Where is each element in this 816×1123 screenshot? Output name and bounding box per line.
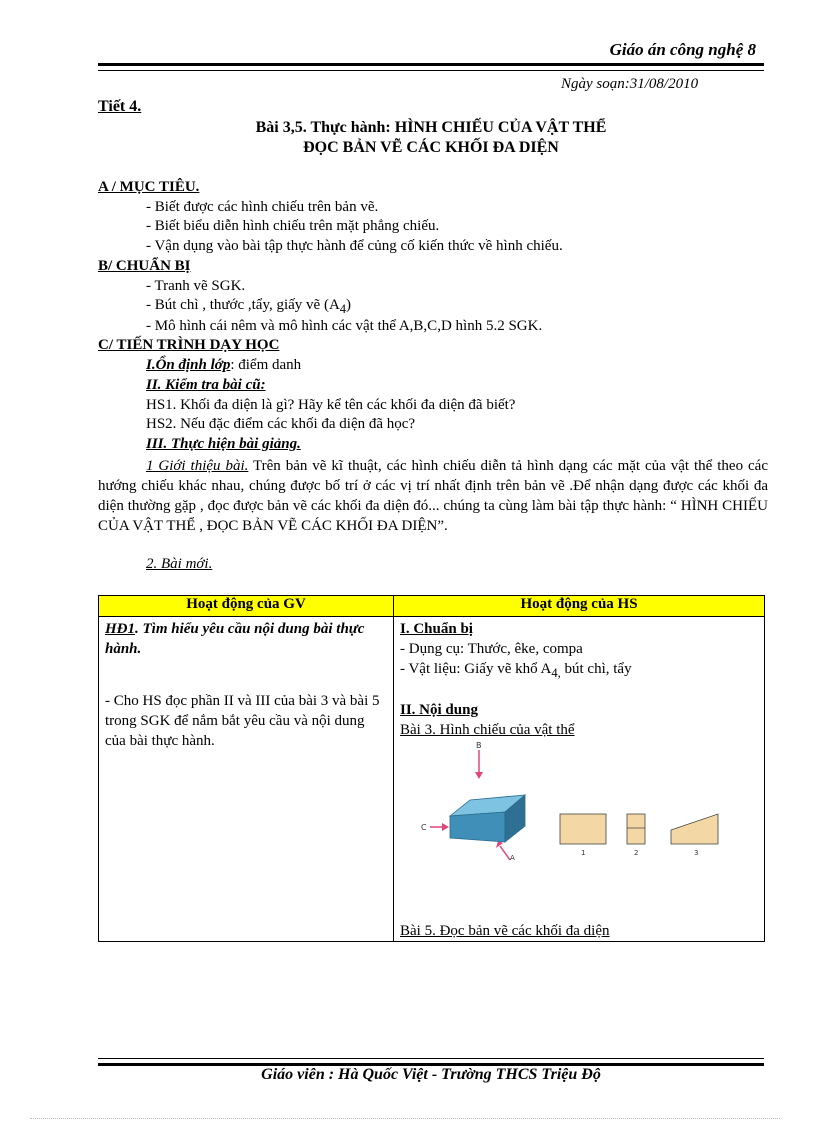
arrow-b-head (475, 772, 483, 779)
hd1-heading (105, 619, 387, 659)
label-1: 1 (581, 849, 586, 857)
prep-item: - Mô hình cái nêm và mô hình các vật thể A,B,C,D hình 5.2 SGK. (146, 318, 543, 334)
intro-text: Trên bản vẽ kĩ thuật, các hình chiếu diễn tả hình dạng các mặt của vật thể theo các hướng chiếu khác nhau, chúng được bố trí ở các vị trí nhất định trên bản vẽ .Để nhận dạng được các khối đa diện thường gặp , đọc được bản vẽ các khối đa diện đó... chúng ta cùng làm bài tập thực hành: “ HÌNH CHIẾU CỦA VẬT THỂ , ĐỌC BẢN VẼ CÁC KHỐI ĐA DIỆN”. (98, 458, 768, 534)
prep-item: - Tranh vẽ SGK. (146, 278, 246, 294)
intro-label: 1 Giới thiệu bài. (146, 458, 249, 474)
projection-figure (400, 742, 720, 862)
header-title: Giáo án công nghệ 8 (609, 40, 756, 59)
objective-item: - Biết được các hình chiếu trên bản vẽ. (146, 199, 379, 215)
projection-3 (671, 814, 718, 844)
wedge-front (450, 812, 505, 842)
section-b-heading: B/ CHUẨN BỊ (98, 258, 191, 274)
class-setup (146, 357, 301, 374)
col-header-hs: Hoạt động của HS (394, 596, 765, 617)
arrow-c-head (442, 823, 449, 831)
projection-1 (560, 814, 606, 844)
header-rule (98, 63, 764, 71)
hs-materials (400, 659, 758, 683)
lesson-title-line2: ĐỌC BẢN VẼ CÁC KHỐI ĐA DIỆN (303, 139, 559, 156)
col-header-gv: Hoạt động của GV (99, 596, 394, 617)
hs-materials-rest: bút chì, tẩy (560, 661, 632, 677)
arrow-a (500, 846, 510, 860)
label-b: B (476, 742, 482, 750)
projection-2 (627, 814, 645, 844)
prep-item-close: ) (346, 297, 352, 313)
hs-prep-heading: I. Chuẩn bị (400, 621, 473, 637)
hs-tools: - Dụng cụ: Thước, êke, compa (400, 641, 583, 657)
label-c: C (421, 823, 427, 832)
period-label: Tiết 4. (98, 98, 142, 115)
label-3: 3 (694, 849, 699, 857)
footer-text: Giáo viên : Hà Quốc Việt - Trường THCS Triệu Độ (261, 1066, 601, 1083)
objective-item: - Biết biểu diễn hình chiếu trên mặt phẳng chiếu. (146, 218, 440, 234)
section-a-heading: A / MỤC TIÊU. (98, 179, 200, 195)
hs-bai5: Bài 5. Đọc bản vẽ các khối đa diện (400, 923, 610, 939)
hs-bai3: Bài 3. Hình chiếu của vật thể (400, 722, 575, 738)
prep-item (146, 297, 351, 317)
hs-cell (394, 617, 765, 942)
label-2: 2 (634, 849, 639, 857)
review-question: HS1. Khối đa diện là gì? Hãy kể tên các khối đa diện đã biết? (146, 397, 516, 413)
new-lesson-heading: 2. Bài mới. (146, 556, 213, 572)
lesson-title-line1: Bài 3,5. Thực hành: HÌNH CHIẾU CỦA VẬT THỂ (255, 119, 607, 136)
activity-table (98, 595, 765, 942)
intro-paragraph (98, 456, 768, 536)
hd1-label: HĐ1 (105, 621, 135, 637)
lesson-delivery-heading: III. Thực hiện bài giảng. (146, 436, 301, 452)
prep-date: Ngày soạn:31/08/2010 (561, 76, 699, 92)
hs-content-heading: II. Nội dung (400, 702, 478, 718)
prep-item-text: - Bút chì , thước ,tẩy, giấy vẽ (A (146, 297, 340, 313)
gv-instruction: - Cho HS đọc phần II và III của bài 3 và bài 5 trong SGK để nắm bắt yêu cầu và nội dung của bài thực hành. (105, 693, 380, 749)
page-bottom-dotted-line (30, 1118, 780, 1119)
hs-materials-sub: 4, (551, 666, 561, 680)
class-setup-text: : điểm danh (230, 357, 302, 373)
class-setup-label: I.Ổn định lớp (146, 357, 231, 373)
objective-item: - Vận dụng vào bài tập thực hành để củng cố kiến thức về hình chiếu. (146, 238, 563, 254)
footer-rule (98, 1058, 764, 1066)
label-a: A (510, 854, 515, 862)
prep-item-sub: 4 (339, 302, 347, 316)
review-question: HS2. Nếu đặc điểm các khối đa diện đã học? (146, 416, 416, 432)
gv-cell (99, 617, 394, 942)
hs-materials-text: - Vật liệu: Giấy vẽ khổ A (400, 661, 552, 677)
review-heading: II. Kiểm tra bài cũ: (146, 377, 266, 393)
section-c-heading: C/ TIẾN TRÌNH DẠY HỌC (98, 337, 280, 353)
hd1-text: . Tìm hiểu yêu cầu nội dung bài thực hành. (105, 621, 365, 657)
